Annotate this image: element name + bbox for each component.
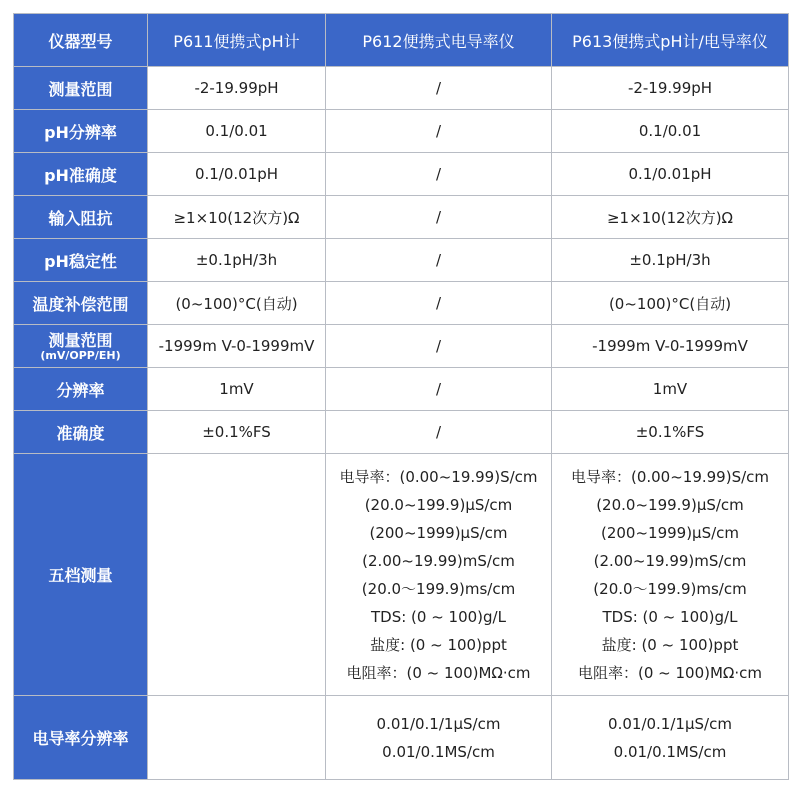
cell-p613: ≥1×10(12次方)Ω [552, 196, 789, 239]
spec-table [13, 13, 789, 780]
header-p613: P613便携式pH计/电导率仪 [552, 14, 789, 67]
header-p612: P612便携式电导率仪 [326, 14, 552, 67]
line: (20.0～199.9)ms/cm [593, 579, 747, 598]
row-label: 温度补偿范围 [14, 282, 148, 325]
line: 电导率：(0.00~19.99)S/cm [339, 467, 538, 486]
cell-p612 [326, 696, 552, 780]
cell-p612: / [326, 239, 552, 282]
line: (20.0~199.9)μS/cm [364, 495, 513, 514]
row-label: 五档测量 [14, 454, 148, 696]
cell-p612: / [326, 368, 552, 411]
five-range-row [14, 454, 789, 696]
cell-p612 [326, 454, 552, 696]
cell-p613: 1mV [552, 368, 789, 411]
table-row [14, 196, 789, 239]
cell-p612: / [326, 282, 552, 325]
line: (2.00~19.99)mS/cm [593, 551, 747, 570]
row-label: 准确度 [14, 411, 148, 454]
line: 0.01/0.1/1μS/cm [376, 714, 501, 733]
cell-p613: (0~100)°C(自动) [552, 282, 789, 325]
line: 电阻率：(0 ~ 100)MΩ·cm [577, 663, 762, 682]
cell-p611 [148, 454, 326, 696]
line: (200~1999)μS/cm [600, 523, 740, 542]
header-row [14, 14, 789, 67]
cell-p612: / [326, 110, 552, 153]
line: 盐度: (0 ~ 100)ppt [601, 635, 739, 654]
cell-p611: ≥1×10(12次方)Ω [148, 196, 326, 239]
cell-p611: ±0.1pH/3h [148, 239, 326, 282]
header-model: 仪器型号 [14, 14, 148, 67]
table-row [14, 282, 789, 325]
cell-p613: ±0.1pH/3h [552, 239, 789, 282]
cell-p613: 0.1/0.01pH [552, 153, 789, 196]
cell-p611: (0~100)°C(自动) [148, 282, 326, 325]
cell-p613: -1999m V-0-1999mV [552, 325, 789, 368]
line: 0.01/0.1MS/cm [613, 742, 727, 761]
cell-p613: 0.1/0.01 [552, 110, 789, 153]
cell-p611: 1mV [148, 368, 326, 411]
cell-p613: ±0.1%FS [552, 411, 789, 454]
row-label: pH准确度 [14, 153, 148, 196]
cell-p613 [552, 454, 789, 696]
table-row [14, 411, 789, 454]
cell-p613 [552, 696, 789, 780]
line: (20.0~199.9)μS/cm [596, 495, 744, 514]
cell-p612: / [326, 411, 552, 454]
cell-p612: / [326, 153, 552, 196]
line: 电导率：(0.00~19.99)S/cm [570, 467, 770, 486]
line: 0.01/0.1/1μS/cm [608, 714, 732, 733]
row-label [14, 325, 148, 368]
table-row [14, 153, 789, 196]
cell-p613: -2-19.99pH [552, 67, 789, 110]
line: TDS: (0 ~ 100)g/L [371, 607, 506, 626]
cell-p611: 0.1/0.01 [148, 110, 326, 153]
line: 盐度: (0 ~ 100)ppt [370, 635, 507, 654]
row-label-main: 测量范围 [48, 330, 113, 350]
cell-p611: 0.1/0.01pH [148, 153, 326, 196]
header-p611: P611便携式pH计 [148, 14, 326, 67]
table-row [14, 368, 789, 411]
table-row [14, 325, 789, 368]
line: 电阻率：(0 ~ 100)MΩ·cm [346, 663, 531, 682]
cell-p611: ±0.1%FS [148, 411, 326, 454]
cell-p611: -1999m V-0-1999mV [148, 325, 326, 368]
line: 0.01/0.1MS/cm [382, 742, 495, 761]
row-label: 电导率分辨率 [14, 696, 148, 780]
row-label: 测量范围 [14, 67, 148, 110]
cell-p612: / [326, 325, 552, 368]
row-label: 分辨率 [14, 368, 148, 411]
cell-p611: -2-19.99pH [148, 67, 326, 110]
table-row [14, 110, 789, 153]
cond-resolution-row [14, 696, 789, 780]
row-label-sub: (mV/OPP/EH) [40, 348, 121, 362]
table-row [14, 67, 789, 110]
table-row [14, 239, 789, 282]
cell-p612: / [326, 196, 552, 239]
line: (20.0～199.9)ms/cm [361, 579, 516, 598]
line: (200~1999)μS/cm [369, 523, 508, 542]
row-label: pH分辨率 [14, 110, 148, 153]
line: (2.00~19.99)mS/cm [362, 551, 515, 570]
cell-p611 [148, 696, 326, 780]
row-label: 输入阻抗 [14, 196, 148, 239]
row-label: pH稳定性 [14, 239, 148, 282]
line: TDS: (0 ~ 100)g/L [602, 607, 738, 626]
cell-p612: / [326, 67, 552, 110]
